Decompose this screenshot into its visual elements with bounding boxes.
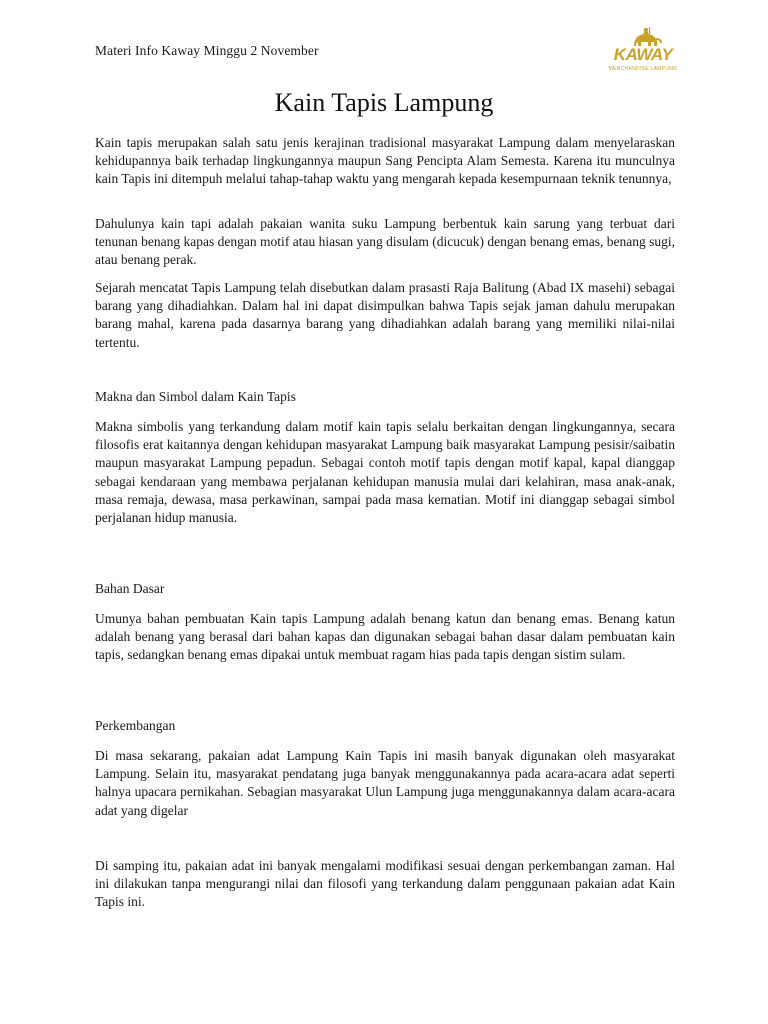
paragraph-history-record: Sejarah mencatat Tapis Lampung telah disebutkan dalam prasasti Raja Balitung (Abad IX masehi) sebagai barang yang dihadiahkan. Dalam hal ini dapat disimpulkan bahwa Tapis sejak jaman dahulu merupakan barang mahal, karena pada dasarnya barang yang dihadiahkan adalah barang yang memiliki nilai-nilai tertentu.	[95, 280, 675, 350]
header-note: Materi Info Kaway Minggu 2 November	[95, 43, 319, 58]
page-title: Kain Tapis Lampung	[274, 88, 494, 117]
kaway-logo	[608, 26, 678, 74]
paragraph-intro: Kain tapis merupakan salah satu jenis kerajinan tradisional masyarakat Lampung dalam menyelaraskan kehidupannya baik terhadap lingkungannya maupun Sang Pencipta Alam Semesta. Karena itu munculnya kain Tapis ini ditempuh melalui tahap-tahap waktu yang mengarah kepada kesempurnaan teknik tenunnya,	[95, 135, 675, 187]
logo-tagline: MERCHANDISE LAMPUNG	[608, 66, 678, 72]
heading-makna: Makna dan Simbol dalam Kain Tapis	[95, 389, 296, 404]
paragraph-bahan: Umunya bahan pembuatan Kain tapis Lampung adalah benang katun dan benang emas. Benang katun adalah benang yang berasal dari bahan kapas dan digunakan sebagai bahan dasar dalam pembuatan kain tapis, sedangkan benang emas dipakai untuk membuat ragam hias pada tapis dengan sistim sulam.	[95, 611, 675, 663]
paragraph-perkembangan: Di masa sekarang, pakaian adat Lampung Kain Tapis ini masih banyak digunakan oleh masyarakat Lampung. Selain itu, masyarakat pendatang juga banyak menggunakannya pada acara-acara adat seperti halnya upacara pernikahan. Sebagian masyarakat Ulun Lampung juga menggunakannya dalam acara-acara adat yang digelar	[95, 748, 675, 818]
heading-perkembangan: Perkembangan	[95, 718, 176, 733]
paragraph-makna: Makna simbolis yang terkandung dalam motif kain tapis selalu berkaitan dengan lingkungannya, secara filosofis erat kaitannya dengan kehidupan masyarakat Lampung baik masyarakat Lampung pesisir/saibatin maupun masyarakat Lampung pepadun. Sebagai contoh motif tapis dengan motif kapal, kapal dianggap sebagai kendaraan yang membawa perjalanan kehidupan manusia mulai dari kelahiran, masa anak-anak, masa remaja, dewasa, masa perkawinan, sampai pada masa kematian. Motif ini dianggap sebagai simbol perjalanan hidup manusia.	[95, 419, 675, 526]
paragraph-modifikasi: Di samping itu, pakaian adat ini banyak mengalami modifikasi sesuai dengan perkembangan zaman. Hal ini dilakukan tanpa mengurangi nilai dan filosofi yang terkandung dalam penggunaan pakaian adat Kain Tapis ini.	[95, 858, 675, 910]
heading-bahan: Bahan Dasar	[95, 581, 165, 596]
paragraph-history-cloth: Dahulunya kain tapi adalah pakaian wanita suku Lampung berbentuk kain sarung yang terbuat dari tenunan benang kapas dengan motif atau hiasan yang disulam (dicucuk) dengan benang emas, benang sugi, atau benang perak.	[95, 216, 675, 268]
logo-wordmark: KAWAY	[613, 45, 673, 64]
